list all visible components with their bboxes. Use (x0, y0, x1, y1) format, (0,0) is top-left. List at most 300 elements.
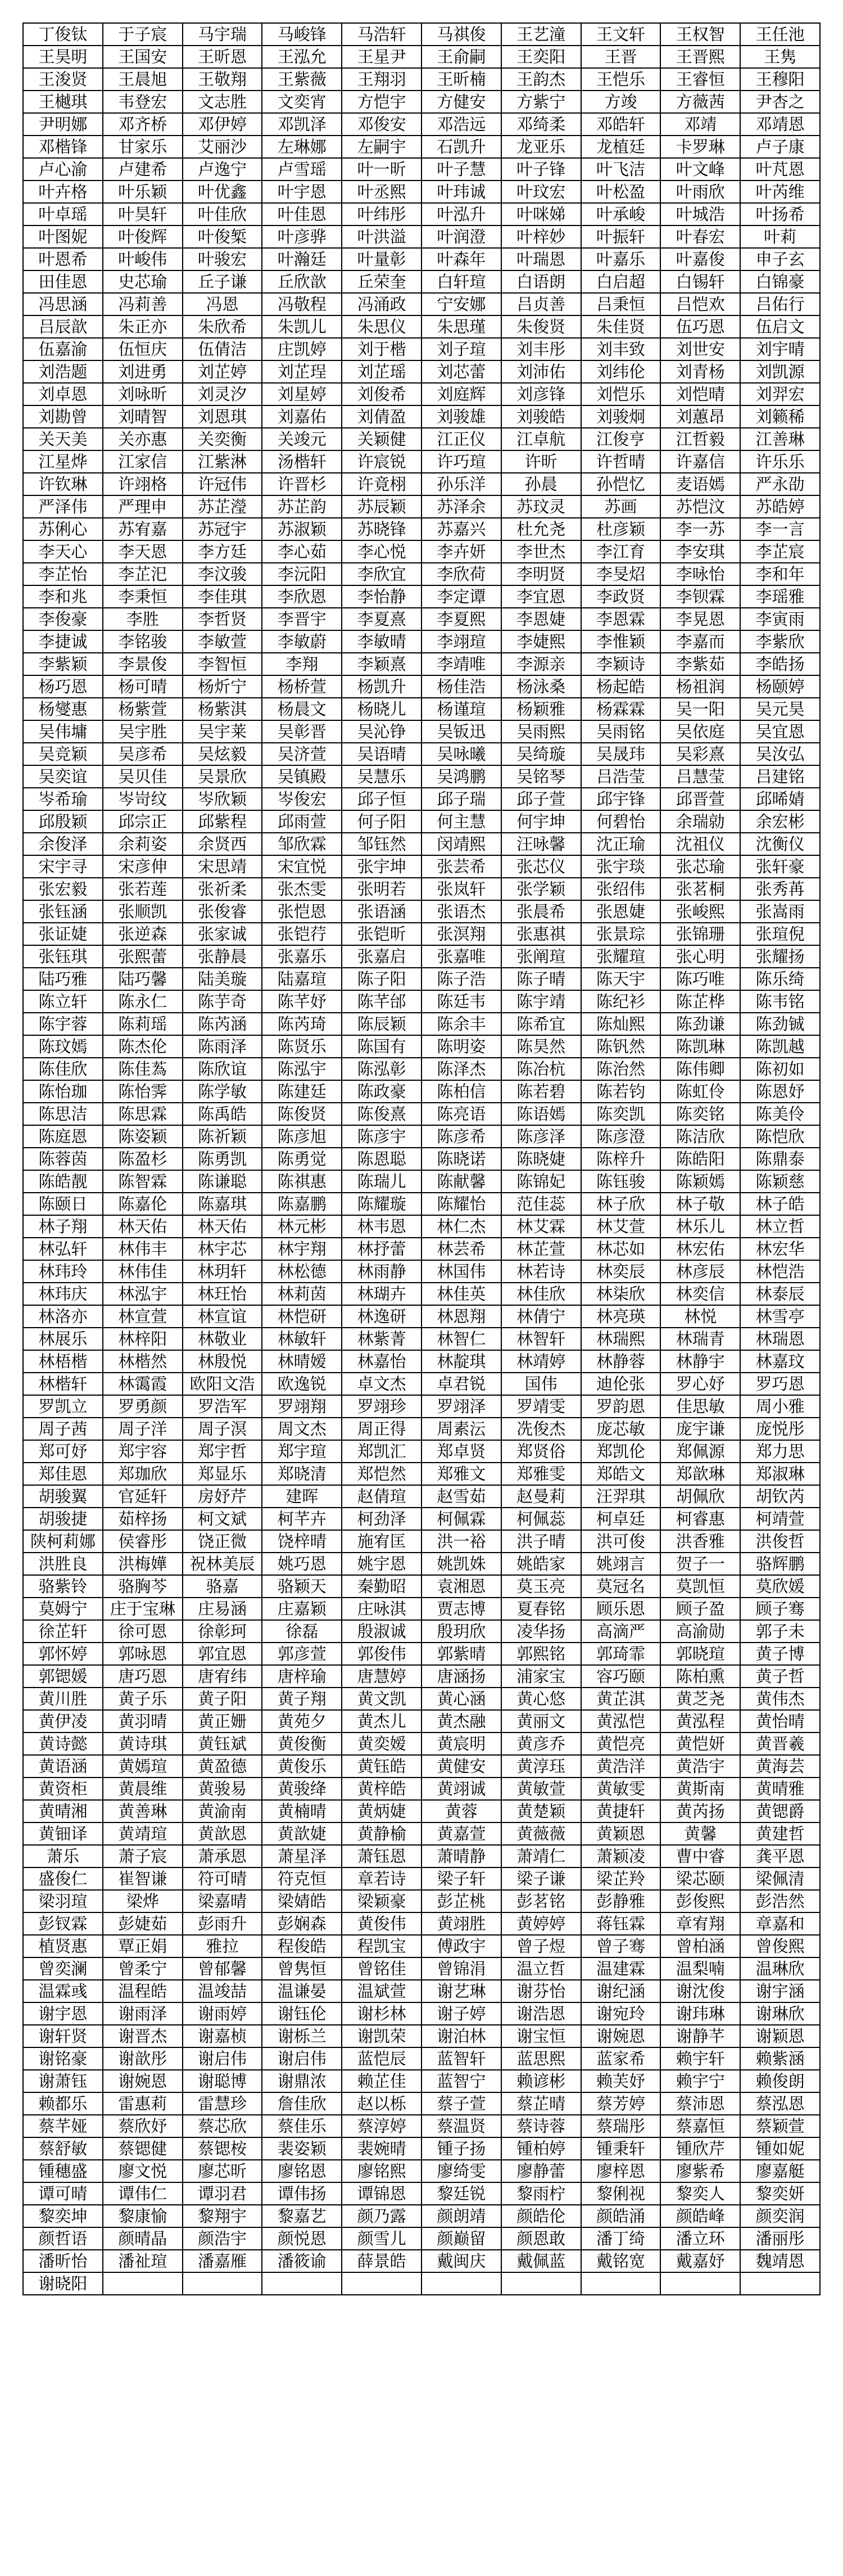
name-cell: 吴伟墉 (23, 720, 103, 743)
name-cell: 关竣元 (262, 428, 342, 450)
name-cell: 陈昊然 (501, 1035, 581, 1058)
name-cell: 杨霖霖 (581, 698, 661, 720)
table-row (23, 225, 820, 248)
table-row (23, 1508, 820, 1530)
name-cell: 萧晴静 (422, 1845, 501, 1867)
name-cell: 谭锦恩 (342, 2182, 422, 2205)
name-cell: 郑雅雯 (501, 1463, 581, 1485)
name-cell: 颜雪儿 (342, 2227, 422, 2250)
name-cell: 李瑶雅 (740, 585, 820, 608)
name-cell: 蔡子萱 (422, 2092, 501, 2115)
name-cell: 傅政宇 (422, 1935, 501, 1957)
name-cell: 李惟颖 (581, 630, 661, 653)
name-cell: 张芸希 (422, 855, 501, 878)
name-cell: 郭宜恩 (183, 1643, 262, 1665)
name-cell (740, 2272, 820, 2295)
table-row (23, 2205, 820, 2227)
name-cell: 黄丽文 (501, 1710, 581, 1733)
table-row (23, 495, 820, 518)
name-cell: 陈嘉鹏 (262, 1193, 342, 1215)
name-cell: 李江育 (581, 540, 661, 563)
table-row (23, 1058, 820, 1080)
name-cell: 陈恩妤 (740, 1080, 820, 1103)
name-cell: 陈初如 (740, 1058, 820, 1080)
name-cell: 张秀苒 (740, 878, 820, 900)
name-cell: 林松德 (262, 1260, 342, 1283)
name-cell: 林国伟 (422, 1260, 501, 1283)
name-cell: 林伟佳 (103, 1260, 183, 1283)
name-cell: 许嘉信 (660, 450, 740, 473)
name-cell: 陈芮涵 (183, 1013, 262, 1035)
name-cell: 谭伟扬 (262, 2182, 342, 2205)
name-cell: 李源亲 (501, 653, 581, 675)
name-cell: 陈劲谦 (660, 1013, 740, 1035)
name-cell: 叶莉 (740, 225, 820, 248)
name-cell: 李和年 (740, 563, 820, 585)
table-row (23, 1125, 820, 1148)
name-cell: 吕慧莹 (660, 765, 740, 788)
name-cell: 黄梓皓 (342, 1778, 422, 1800)
name-cell: 陈佳欣 (23, 1058, 103, 1080)
name-cell: 刘丰彤 (501, 338, 581, 360)
name-cell: 蓝智轩 (422, 2047, 501, 2070)
name-cell: 萧乐 (23, 1845, 103, 1867)
name-cell: 曾郁馨 (183, 1957, 262, 1980)
name-cell: 朱俊贤 (501, 315, 581, 338)
name-cell: 岑俊宏 (262, 788, 342, 810)
name-cell: 朱欣希 (183, 315, 262, 338)
name-cell: 柯卓廷 (581, 1508, 661, 1530)
name-cell: 蓝思熙 (501, 2047, 581, 2070)
name-cell: 谢颖恩 (740, 2025, 820, 2047)
name-cell: 许昕 (501, 450, 581, 473)
name-cell: 黄川胜 (23, 1688, 103, 1710)
name-cell: 郑卓贤 (422, 1440, 501, 1463)
name-cell: 许晋杉 (262, 473, 342, 495)
name-cell: 骆辉鹏 (740, 1553, 820, 1575)
name-cell: 黄宸明 (422, 1733, 501, 1755)
name-cell: 蔡芯欣 (183, 2115, 262, 2137)
name-cell: 罗韵恩 (581, 1395, 661, 1418)
name-cell: 刘恺乐 (581, 383, 661, 405)
table-row (23, 563, 820, 585)
name-cell: 孙晨 (501, 473, 581, 495)
name-cell: 庄易涵 (183, 1598, 262, 1620)
name-cell: 胡佩欣 (660, 1485, 740, 1508)
name-cell: 杨谨瑄 (422, 698, 501, 720)
name-cell: 吴济萱 (262, 743, 342, 765)
name-cell: 林玥轩 (183, 1260, 262, 1283)
name-cell: 刘俊希 (342, 383, 422, 405)
name-cell: 张逆森 (103, 923, 183, 945)
name-cell: 黄馨 (660, 1822, 740, 1845)
name-cell: 林宇芯 (183, 1238, 262, 1260)
name-cell: 尹杏之 (740, 91, 820, 113)
name-cell: 黄嫣瑄 (103, 1755, 183, 1778)
name-cell: 李旻炤 (581, 563, 661, 585)
name-cell: 林宣谊 (183, 1305, 262, 1328)
name-cell: 吴钣迅 (422, 720, 501, 743)
name-cell: 黎奕坤 (23, 2205, 103, 2227)
name-cell: 林佳欣 (501, 1283, 581, 1305)
name-cell: 白锡轩 (660, 270, 740, 293)
name-cell (581, 2272, 661, 2295)
name-cell: 王隽 (740, 46, 820, 68)
name-cell: 周子溟 (183, 1418, 262, 1440)
name-cell: 王樾琪 (23, 91, 103, 113)
name-cell: 林瑞青 (660, 1328, 740, 1350)
table-row (23, 2250, 820, 2272)
name-cell: 陈美伶 (740, 1103, 820, 1125)
name-cell: 陈学敏 (183, 1080, 262, 1103)
name-cell: 叶咪娣 (501, 203, 581, 225)
name-cell: 颜晴晶 (103, 2227, 183, 2250)
name-cell: 蔡锶桉 (183, 2137, 262, 2160)
table-row (23, 743, 820, 765)
name-cell: 林玮庆 (23, 1283, 103, 1305)
name-cell: 叶宇恩 (262, 181, 342, 203)
name-cell: 黄资柜 (23, 1778, 103, 1800)
name-cell: 岑希瑜 (23, 788, 103, 810)
name-cell: 李紫欣 (740, 630, 820, 653)
name-cell: 梁羽瑄 (23, 1890, 103, 1912)
name-cell: 陈颖嫣 (660, 1170, 740, 1193)
table-row (23, 968, 820, 990)
name-cell: 刘星婷 (262, 383, 342, 405)
name-cell: 黄渝南 (183, 1800, 262, 1822)
table-row (23, 1800, 820, 1822)
name-cell: 李景俊 (103, 653, 183, 675)
name-cell (660, 2272, 740, 2295)
name-cell: 庞宇谦 (660, 1418, 740, 1440)
name-cell: 龙亚乐 (501, 136, 581, 158)
name-cell: 张轩豪 (740, 855, 820, 878)
table-row (23, 1620, 820, 1643)
name-cell: 黄建哲 (740, 1822, 820, 1845)
name-cell: 庞悦彤 (740, 1418, 820, 1440)
name-cell: 程俊皓 (262, 1935, 342, 1957)
name-cell: 陈俊贤 (262, 1103, 342, 1125)
name-cell: 张嵩雨 (740, 900, 820, 923)
name-cell: 吴鸿鹏 (422, 765, 501, 788)
name-cell: 黎嘉艺 (262, 2205, 342, 2227)
name-cell: 史芯瑜 (103, 270, 183, 293)
name-cell: 吕辰歆 (23, 315, 103, 338)
name-cell: 苏恺汶 (660, 495, 740, 518)
name-cell: 薛景皓 (342, 2250, 422, 2272)
name-cell: 叶优鑫 (183, 181, 262, 203)
name-cell: 张锦珊 (660, 923, 740, 945)
name-cell: 王晨旭 (103, 68, 183, 91)
name-cell: 郭咏恩 (103, 1643, 183, 1665)
name-cell: 王晋熙 (660, 46, 740, 68)
name-cell (422, 2272, 501, 2295)
name-cell: 马祺俊 (422, 23, 501, 46)
table-row (23, 1215, 820, 1238)
name-cell: 王恺乐 (581, 68, 661, 91)
name-cell: 陈勇觉 (262, 1148, 342, 1170)
name-cell: 吴彰晋 (262, 720, 342, 743)
name-cell: 吕贞善 (501, 293, 581, 315)
name-cell: 郭子未 (740, 1620, 820, 1643)
name-cell: 黄俊伟 (342, 1912, 422, 1935)
name-cell: 李敏晴 (342, 630, 422, 653)
name-cell: 夏春铭 (501, 1598, 581, 1620)
name-cell: 方紫宁 (501, 91, 581, 113)
name-cell: 杨紫淇 (183, 698, 262, 720)
name-cell: 王紫薇 (262, 68, 342, 91)
name-cell: 谢鼎浓 (262, 2070, 342, 2092)
table-row (23, 1935, 820, 1957)
name-cell: 黎翔宇 (183, 2205, 262, 2227)
name-cell: 陈钒然 (581, 1035, 661, 1058)
name-cell: 彭钗霖 (23, 1912, 103, 1935)
name-cell: 陈谦聪 (183, 1170, 262, 1193)
name-cell: 黎俐视 (581, 2182, 661, 2205)
name-cell: 杨佳浩 (422, 675, 501, 698)
name-cell: 林霭霞 (103, 1373, 183, 1395)
name-cell: 萧钰恩 (342, 1845, 422, 1867)
name-cell: 王奕阳 (501, 46, 581, 68)
name-cell: 雷慧珍 (183, 2092, 262, 2115)
name-cell: 李心茹 (262, 540, 342, 563)
name-cell (501, 2272, 581, 2295)
name-cell: 洪俊哲 (740, 1530, 820, 1553)
name-cell: 苏泽余 (422, 495, 501, 518)
name-cell: 蔡淳婷 (342, 2115, 422, 2137)
name-cell: 黄楠晴 (262, 1800, 342, 1822)
name-cell: 苏晓锋 (342, 518, 422, 540)
name-cell: 黄斯南 (660, 1778, 740, 1800)
name-cell: 田佳恩 (23, 270, 103, 293)
name-cell: 林芯如 (581, 1238, 661, 1260)
table-row (23, 1733, 820, 1755)
name-cell: 叶嘉俊 (660, 248, 740, 270)
table-row (23, 1418, 820, 1440)
name-cell: 顾子盈 (660, 1598, 740, 1620)
name-cell: 顾乐恩 (581, 1598, 661, 1620)
name-cell: 张嘉启 (342, 945, 422, 968)
name-cell: 许乐乐 (740, 450, 820, 473)
name-cell: 郑雅文 (422, 1463, 501, 1485)
name-cell: 浦家宝 (501, 1665, 581, 1688)
name-cell: 郑皓文 (581, 1463, 661, 1485)
name-cell: 卢逸宁 (183, 158, 262, 181)
name-cell: 黄蓉 (422, 1800, 501, 1822)
name-cell: 叶佳欣 (183, 203, 262, 225)
table-row (23, 540, 820, 563)
name-cell: 萧靖仁 (501, 1845, 581, 1867)
name-cell: 张心明 (660, 945, 740, 968)
name-cell: 黎奕人 (660, 2182, 740, 2205)
table-row (23, 46, 820, 68)
name-cell: 林悦 (660, 1305, 740, 1328)
name-cell: 彭芷桃 (422, 1890, 501, 1912)
name-cell: 刘于楷 (342, 338, 422, 360)
name-cell: 王星尹 (342, 46, 422, 68)
name-cell: 陈巧唯 (660, 968, 740, 990)
name-cell: 朱凯儿 (262, 315, 342, 338)
name-cell: 裴婉晴 (342, 2137, 422, 2160)
name-cell: 章若诗 (342, 1867, 422, 1890)
name-cell: 陈语嫣 (501, 1103, 581, 1125)
table-row (23, 810, 820, 833)
name-cell: 赖紫涵 (740, 2047, 820, 2070)
name-cell: 黄心悠 (501, 1688, 581, 1710)
name-cell: 赵雪茹 (422, 1485, 501, 1508)
name-cell: 廖静蕾 (501, 2160, 581, 2182)
name-cell: 吴宇莱 (183, 720, 262, 743)
name-cell: 黄晋羲 (740, 1733, 820, 1755)
name-cell: 张峻熙 (660, 900, 740, 923)
name-cell: 锺穗盛 (23, 2160, 103, 2182)
name-cell: 锺如妮 (740, 2137, 820, 2160)
name-cell: 伍倩洁 (183, 338, 262, 360)
name-cell: 萧颖凌 (581, 1845, 661, 1867)
name-cell: 邱紫程 (183, 810, 262, 833)
name-cell: 罗翊泽 (422, 1395, 501, 1418)
name-cell: 柯靖萱 (740, 1508, 820, 1530)
name-cell: 张宇琰 (581, 855, 661, 878)
name-cell: 陈佳蒍 (103, 1058, 183, 1080)
name-cell: 饶梓晴 (262, 1530, 342, 1553)
name-cell: 苏嘉兴 (422, 518, 501, 540)
name-cell: 张茗桐 (660, 878, 740, 900)
name-cell: 黄杰融 (422, 1710, 501, 1733)
name-cell: 吴宜恩 (740, 720, 820, 743)
name-cell: 谭伟仁 (103, 2182, 183, 2205)
name-cell: 张恺恩 (262, 900, 342, 923)
name-cell: 林子翔 (23, 1215, 103, 1238)
name-cell: 汪羿琪 (581, 1485, 661, 1508)
name-cell: 叶森年 (422, 248, 501, 270)
name-cell: 黄诗琪 (103, 1733, 183, 1755)
name-cell: 刘芷婷 (183, 360, 262, 383)
name-cell: 黄羽晴 (103, 1710, 183, 1733)
name-cell: 刘骏雄 (422, 405, 501, 428)
name-cell: 郑佩源 (660, 1440, 740, 1463)
name-cell: 梁子谦 (501, 1867, 581, 1890)
name-cell: 刘籁稀 (740, 405, 820, 428)
table-row (23, 2070, 820, 2092)
name-cell: 叶梓妙 (501, 225, 581, 248)
name-cell: 林宏佑 (660, 1238, 740, 1260)
name-cell: 林玨怡 (183, 1283, 262, 1305)
name-cell: 张证婕 (23, 923, 103, 945)
name-cell: 陈国有 (342, 1035, 422, 1058)
name-cell: 陈怡珈 (23, 1080, 103, 1103)
name-cell: 郑宇瑄 (262, 1440, 342, 1463)
name-cell: 邓齐桥 (103, 113, 183, 136)
name-cell: 丁俊钛 (23, 23, 103, 46)
name-cell: 冯敬程 (262, 293, 342, 315)
name-cell: 高渝勋 (660, 1620, 740, 1643)
name-cell: 郑宇容 (103, 1440, 183, 1463)
name-cell: 黄俊衡 (262, 1733, 342, 1755)
name-cell: 林楷然 (103, 1350, 183, 1373)
name-cell: 陈辰颖 (342, 1013, 422, 1035)
name-cell: 姚凯姝 (422, 1553, 501, 1575)
name-cell: 陈伟卿 (660, 1058, 740, 1080)
name-cell: 张俊睿 (183, 900, 262, 923)
name-cell: 叶春宏 (660, 225, 740, 248)
name-cell: 冯涌政 (342, 293, 422, 315)
name-cell: 邹钰然 (342, 833, 422, 855)
name-cell: 蔡瑞彤 (581, 2115, 661, 2137)
table-row (23, 2182, 820, 2205)
name-cell: 潘筱谕 (262, 2250, 342, 2272)
table-row (23, 675, 820, 698)
name-cell: 林倩宁 (501, 1305, 581, 1328)
name-cell: 温谦晏 (262, 1980, 342, 2002)
table-row (23, 1980, 820, 2002)
name-cell: 江卓航 (501, 428, 581, 450)
name-cell: 张钰涵 (23, 900, 103, 923)
name-cell: 陈泽杰 (422, 1058, 501, 1080)
table-row (23, 1598, 820, 1620)
name-cell: 黄泓程 (660, 1710, 740, 1733)
name-cell: 梁芯颐 (660, 1867, 740, 1890)
name-cell: 陈盈杉 (103, 1148, 183, 1170)
name-cell: 詹佳欣 (262, 2092, 342, 2115)
name-cell: 谭羽君 (183, 2182, 262, 2205)
name-cell: 卡罗琳 (660, 136, 740, 158)
name-cell: 黄翊诚 (422, 1778, 501, 1800)
name-cell: 林子敬 (660, 1193, 740, 1215)
name-cell: 林子欣 (581, 1193, 661, 1215)
name-cell: 陈奕凯 (581, 1103, 661, 1125)
name-cell: 何碧怡 (581, 810, 661, 833)
name-cell: 唐宥纬 (183, 1665, 262, 1688)
name-cell: 黄翊胜 (422, 1912, 501, 1935)
name-cell: 欧逸锐 (262, 1373, 342, 1395)
name-cell: 张芯瑜 (660, 855, 740, 878)
name-cell: 黄奕嫒 (342, 1733, 422, 1755)
name-cell: 颜奕润 (740, 2205, 820, 2227)
name-cell: 陆巧雅 (23, 968, 103, 990)
name-cell: 杨晨文 (262, 698, 342, 720)
name-cell: 洪可俊 (581, 1530, 661, 1553)
name-cell: 余莉姿 (103, 833, 183, 855)
name-cell: 廖铭恩 (262, 2160, 342, 2182)
table-row (23, 1485, 820, 1508)
name-cell: 刘蕙昂 (660, 405, 740, 428)
name-cell: 杨紫萱 (103, 698, 183, 720)
name-cell: 宋思靖 (183, 855, 262, 878)
name-cell: 姚巧恩 (262, 1553, 342, 1575)
name-cell: 杨颖雅 (501, 698, 581, 720)
name-cell: 余俊泽 (23, 833, 103, 855)
name-cell: 林亮瑛 (581, 1305, 661, 1328)
name-cell: 李翊瑄 (422, 630, 501, 653)
name-cell: 林静宇 (660, 1350, 740, 1373)
name-cell: 彭雨升 (183, 1912, 262, 1935)
name-cell: 刘芯蕾 (422, 360, 501, 383)
name-cell: 郭俊伟 (342, 1643, 422, 1665)
table-row (23, 1080, 820, 1103)
name-cell: 邱晞婧 (740, 788, 820, 810)
table-row (23, 158, 820, 181)
name-cell: 谢纪涵 (581, 1980, 661, 2002)
name-cell: 文志胜 (183, 91, 262, 113)
name-cell: 许翊格 (103, 473, 183, 495)
name-cell: 曾隽恒 (262, 1957, 342, 1980)
table-row (23, 653, 820, 675)
name-cell: 刘骏炯 (581, 405, 661, 428)
name-cell: 李欣恩 (262, 585, 342, 608)
name-cell: 黄捷轩 (581, 1800, 661, 1822)
name-cell: 陈立轩 (23, 990, 103, 1013)
